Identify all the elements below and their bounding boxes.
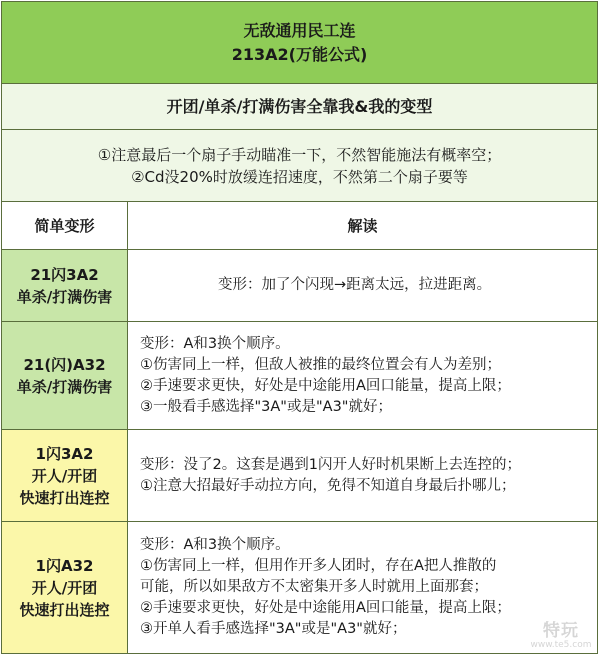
combo-cell: [2, 430, 128, 521]
combo-name: 1闪3A2: [35, 444, 94, 463]
table-subtitle: 213A2(万能公式): [231, 44, 368, 64]
title-row: [2, 2, 597, 84]
explanation-line: 变形：A和3换个顺序。: [140, 537, 290, 553]
combo-use: 单杀/打满伤害: [16, 377, 113, 396]
combo-cell: [2, 250, 128, 321]
explanation-line: ③一般看手感选择"3A"或是"A3"就好；: [140, 398, 392, 415]
site-watermark: [526, 619, 596, 653]
column-header-label: 解读: [347, 216, 378, 235]
table-row: [2, 430, 597, 522]
combo-table: [1, 1, 598, 654]
notes-row: [2, 130, 597, 202]
title-cell: [2, 2, 597, 83]
column-header-right: [128, 202, 597, 249]
summary-cell: [2, 84, 597, 129]
combo-use-secondary: 快速打出连控: [19, 488, 110, 507]
table-row: [2, 322, 597, 430]
explanation-line: ②手速要求更快，好处是中途能用A回口能量，提高上限；: [140, 600, 511, 616]
explanation-line: ①伤害同上一样，但用作开多人团时，存在A把人推散的: [140, 558, 497, 574]
explanation-line: 变形：A和3换个顺序。: [140, 335, 290, 352]
combo-use: 开人/开团: [31, 578, 98, 597]
combo-cell: [2, 322, 128, 429]
explanation-line: 可能，所以如果敌方不太密集开多人时就用上面那套；: [140, 579, 488, 595]
explanation-line: 变形：没了2。这套是遇到1闪开人好时机果断上去连控的；: [140, 456, 521, 473]
summary-row: [2, 84, 597, 130]
column-header-row: [2, 202, 597, 250]
combo-use-secondary: 快速打出连控: [19, 600, 110, 619]
explanation-line: ③开单人看手感选择"3A"或是"A3"就好；: [140, 621, 407, 637]
summary-text: 开团/单杀/打满伤害全靠我&我的变型: [166, 96, 433, 116]
watermark-url: www.te5.com: [530, 639, 592, 650]
notes-cell: [2, 130, 597, 201]
table-row: [2, 250, 597, 322]
combo-use: 开人/开团: [31, 466, 98, 485]
explanation-line: ①注意大招最好手动拉方向，免得不知道自身最后扑哪儿；: [140, 477, 516, 494]
explanation-cell: [128, 430, 597, 521]
watermark-logo: 特玩: [543, 620, 579, 641]
note-line: ②Cd没20%时放缓连招速度，不然第二个扇子要等: [131, 167, 468, 186]
table-title: 无敌通用民工连: [243, 20, 356, 40]
explanation-cell: [128, 250, 597, 321]
explanation-line: ①伤害同上一样，但敌人被推的最终位置会有人为差别；: [140, 356, 501, 373]
explanation-line: ②手速要求更快，好处是中途能用A回口能量，提高上限；: [140, 377, 511, 394]
combo-name: 21(闪)A32: [23, 355, 106, 374]
combo-name: 1闪A32: [35, 556, 94, 575]
explanation-cell: [128, 322, 597, 429]
explanation-line: 变形：加了个闪现→距离太远，拉进距离。: [218, 277, 492, 293]
column-header-label: 简单变形: [34, 216, 95, 235]
combo-cell: [2, 522, 128, 653]
note-line: ①注意最后一个扇子手动瞄准一下，不然智能施法有概率空；: [97, 145, 502, 164]
combo-name: 21闪3A2: [30, 265, 99, 284]
table-row: [2, 522, 597, 653]
combo-use: 单杀/打满伤害: [16, 287, 113, 306]
column-header-left: [2, 202, 128, 249]
